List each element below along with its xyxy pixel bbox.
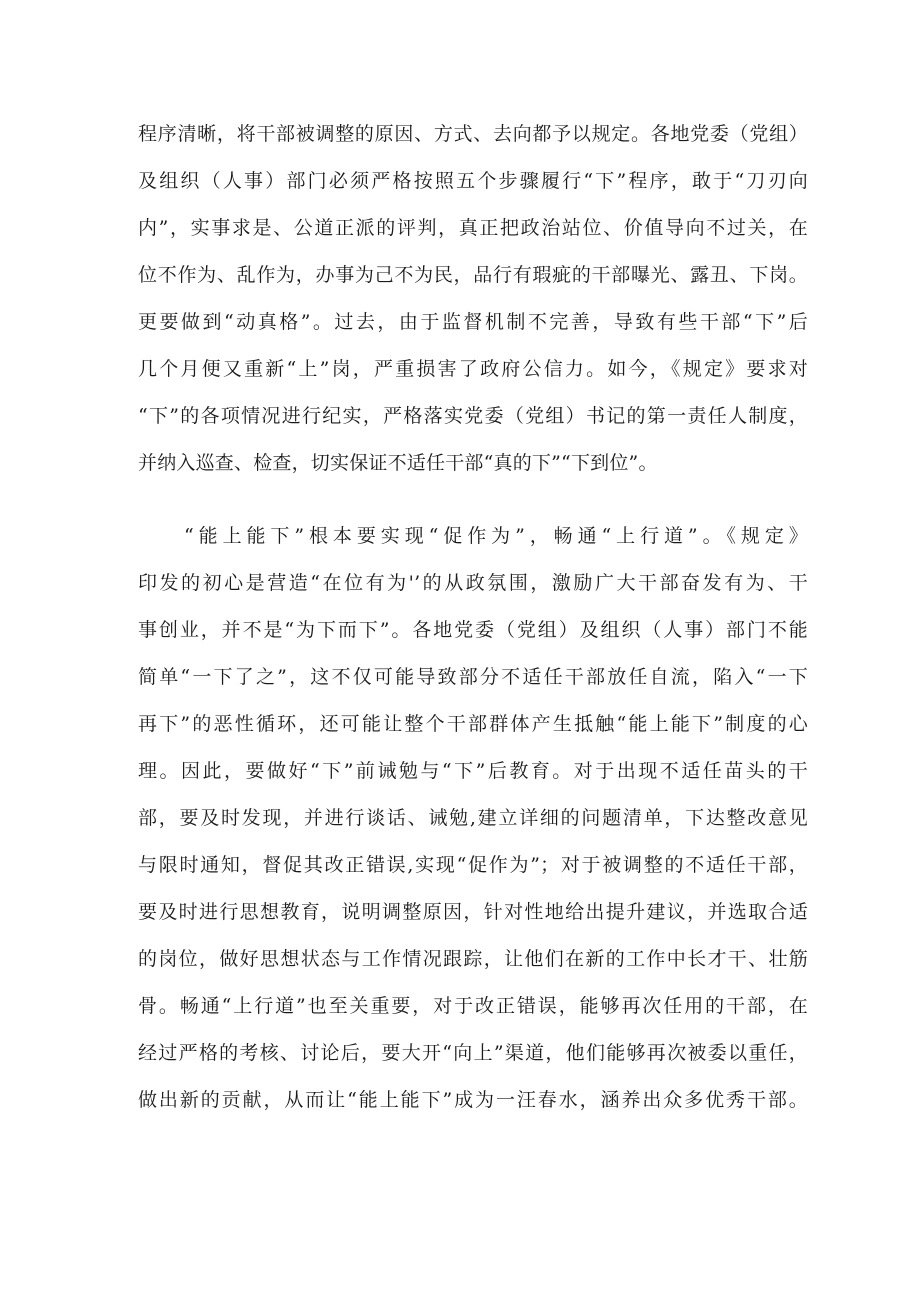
paragraph-2-line-4: 简单“一下了之”，这不仅可能导致部分不适任干部放任自流，陷入“一下 xyxy=(138,666,808,688)
paragraph-2-line-12: 经过严格的考核、讨论后，要大开“向上”渠道，他们能够再次被委以重任， xyxy=(138,1042,808,1064)
paragraph-1-line-7: “下”的各项情况进行纪实，严格落实党委（党组）书记的第一责任人制度， xyxy=(138,405,808,427)
paragraph-2-line-11: 骨。畅通“上行道”也至关重要，对于改正错误，能够再次任用的干部，在 xyxy=(138,995,808,1017)
paragraph-2-line-9: 要及时进行思想教育，说明调整原因，针对性地给出提升建议，并选取合适 xyxy=(138,901,808,923)
paragraph-2-line-7: 部，要及时发现，并进行谈话、诫勉,建立详细的问题清单，下达整改意见 xyxy=(138,807,808,829)
paragraph-2-line-3: 事创业，并不是“为下而下”。各地党委（党组）及组织（人事）部门不能 xyxy=(138,619,808,641)
paragraph-2-line-10: 的岗位，做好思想状态与工作情况跟踪，让他们在新的工作中长才干、壮筋 xyxy=(138,948,808,970)
paragraph-2-line-8: 与限时通知，督促其改正错误,实现“促作为”；对于被调整的不适任干部， xyxy=(138,854,808,876)
paragraph-1-line-8: 并纳入巡查、检查，切实保证不适任干部“真的下”“下到位”。 xyxy=(138,452,658,474)
paragraph-1-line-5: 更要做到“动真格”。过去，由于监督机制不完善，导致有些干部“下”后 xyxy=(138,311,808,333)
paragraph-1-line-2: 及组织（人事）部门必须严格按照五个步骤履行“下”程序，敢于“刀刃向 xyxy=(138,170,808,192)
paragraph-1-line-3: 内”，实事求是、公道正派的评判，真正把政治站位、价值导向不过关，在 xyxy=(138,217,808,239)
paragraph-2-line-1: “能上能下”根本要实现“促作为”，畅通“上行道”。《规定》 xyxy=(184,525,808,547)
paragraph-2-line-6: 理。因此，要做好“下”前诫勉与“下”后教育。对于出现不适任苗头的干 xyxy=(138,760,808,782)
paragraph-1-line-6: 几个月便又重新“上”岗，严重损害了政府公信力。如今，《规定》要求对 xyxy=(138,358,808,380)
paragraph-1-line-4: 位不作为、乱作为，办事为己不为民，品行有瑕疵的干部曝光、露丑、下岗。 xyxy=(138,264,808,286)
paragraph-2-line-5: 再下”的恶性循环，还可能让整个干部群体产生抵触“能上能下”制度的心 xyxy=(138,713,808,735)
paragraph-2-line-13: 做出新的贡献，从而让“能上能下”成为一汪春水，涵养出众多优秀干部。 xyxy=(138,1089,808,1111)
paragraph-2-line-2: 印发的初心是营造“在位有为'’的从政氛围，激励广大干部奋发有为、干 xyxy=(138,572,808,594)
paragraph-1-line-1: 程序清晰，将干部被调整的原因、方式、去向都予以规定。各地党委（党组） xyxy=(138,123,808,145)
